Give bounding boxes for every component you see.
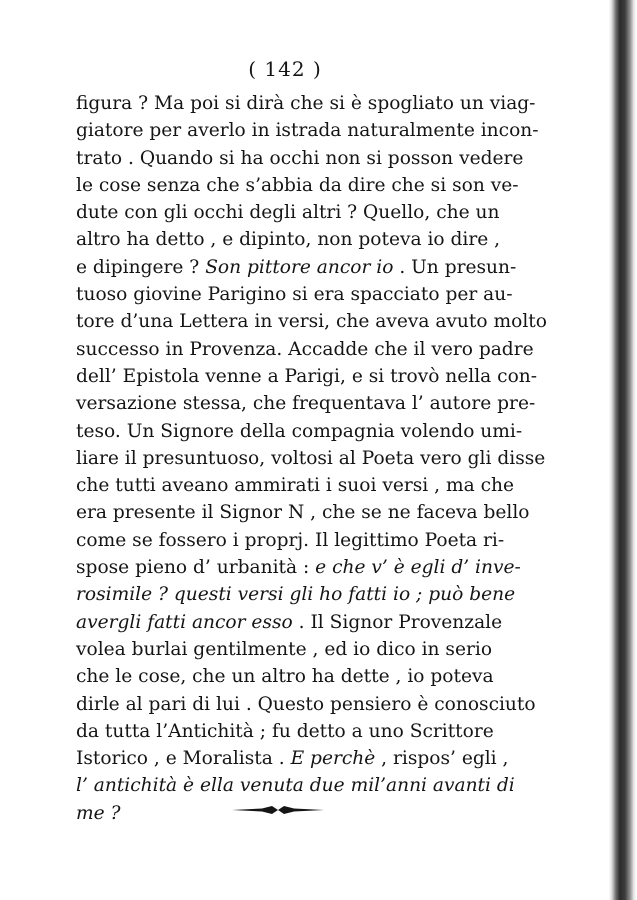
text-segment: Istorico , e Moralista . [76, 748, 291, 770]
text-line [76, 390, 536, 417]
text-segment: figura ? Ma poi si dirà che si è spogliato un viag- [76, 93, 536, 114]
page-number: ( 142 ) [248, 57, 322, 81]
text-segment: dute con gli occhi degli altri ? Quello, che un [76, 202, 500, 224]
text-line [76, 90, 536, 117]
text-line [76, 718, 494, 745]
italic-text-segment: E perchè [290, 748, 376, 770]
italic-text-segment: e che v’ è egli d’ inve- [315, 557, 521, 579]
text-segment: volea burlai gentilmente , ed io dico in serio [76, 638, 493, 660]
text-line [76, 472, 514, 499]
text-line [76, 199, 500, 226]
text-segment: versazione stessa, che frequentava l’ autore pre- [76, 393, 536, 415]
body-text [76, 90, 547, 827]
double-pointed-rule-ornament-icon [232, 803, 324, 817]
text-segment: che tutti aveano ammirati i suoi versi , ma che [76, 475, 514, 497]
book-spine-edge [603, 0, 637, 900]
text-segment: era presente il Signor N , che se ne faceva bello [76, 502, 530, 524]
text-segment: successo in Provenza. Accadde che il vero padre [76, 338, 534, 360]
text-line [76, 308, 547, 335]
text-line [76, 117, 539, 144]
italic-text-segment: me ? [76, 802, 121, 824]
text-line [76, 336, 534, 363]
text-line [76, 445, 546, 472]
text-line [76, 418, 523, 445]
text-segment: trato . Quando si ha occhi non si posson vedere [76, 147, 524, 169]
text-line [76, 636, 493, 663]
text-segment: spose pieno d’ urbanità : [76, 557, 316, 579]
text-line [76, 581, 516, 608]
text-segment: che le cose, che un altro ha dette , io poteva [76, 666, 494, 688]
italic-text-segment: Son pittore ancor io [205, 256, 394, 278]
text-segment: da tutta l’Antichità ; fu detto a uno Scrittore [76, 720, 494, 742]
text-line [76, 554, 521, 581]
text-line [76, 772, 515, 799]
text-segment: dirle al pari di lui . Questo pensiero è conosciuto [76, 693, 536, 715]
text-segment: teso. Un Signore della compagnia volendo umi- [76, 420, 523, 442]
text-segment: e dipingere ? [76, 256, 206, 278]
text-segment: come se fossero i proprj. Il legittimo Poeta ri- [76, 529, 505, 551]
text-segment: . Il Signor Provenzale [292, 611, 503, 633]
text-line [76, 691, 536, 718]
text-segment: , rispos’ egli , [375, 748, 509, 770]
text-line [76, 499, 530, 526]
italic-text-segment: l’ antichità è ella venuta due mil’anni avanti di [76, 775, 515, 797]
text-line [76, 609, 503, 636]
italic-text-segment: avergli fatti ancor esso [76, 611, 293, 633]
text-line [76, 745, 509, 772]
text-segment: altro ha detto , e dipinto, non poteva io dire , [76, 229, 501, 251]
text-segment: liare il presuntuoso, voltosi al Poeta vero gli disse [76, 447, 546, 469]
text-segment: tuoso giovine Parigino si era spacciato per au- [76, 284, 513, 306]
text-line [76, 226, 501, 253]
text-segment: dell’ Epistola venne a Parigi, e si trovò nella con- [76, 365, 538, 387]
text-segment: . Un presun- [393, 256, 517, 278]
italic-text-segment: rosimile ? questi versi gli ho fatti io ; può bene [76, 584, 516, 606]
text-line [76, 363, 538, 390]
text-segment: tore d’una Lettera in versi, che aveva avuto molto [76, 311, 547, 333]
text-line [76, 254, 517, 281]
text-line [76, 663, 494, 690]
text-segment: le cose senza che s’abbia da dire che si son ve- [76, 174, 519, 196]
text-line [76, 527, 505, 554]
text-line [76, 281, 513, 308]
text-segment: giatore per averlo in istrada naturalmente incon- [76, 120, 539, 142]
text-line [76, 172, 519, 199]
text-line [76, 145, 524, 172]
